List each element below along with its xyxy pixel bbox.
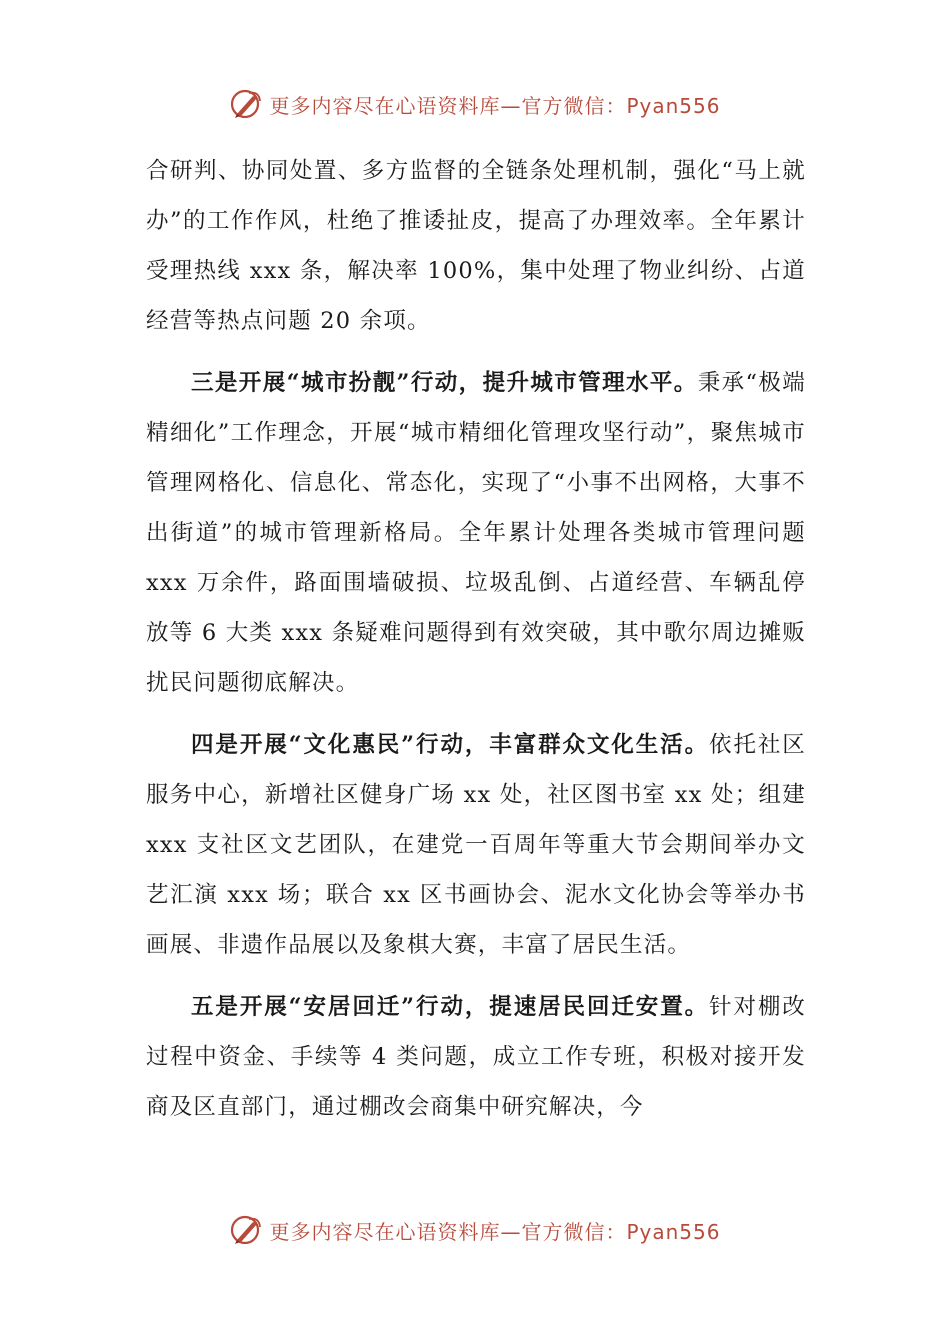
- paragraph-2: [146, 358, 806, 708]
- pen-logo-icon: [229, 1213, 263, 1247]
- paragraph-lead: 三是开展“城市扮靓”行动，提升城市管理水平。: [191, 370, 698, 396]
- footer-banner-text: 更多内容尽在心语资料库—官方微信：Pyan556: [269, 1219, 721, 1244]
- paragraph-4: [146, 982, 806, 1132]
- header-banner: [0, 84, 950, 124]
- paragraph-1: [146, 146, 806, 346]
- paragraph-text: 秉承“极端精细化”工作理念，开展“城市精细化管理攻坚行动”，聚焦城市管理网格化、信息化、常态化，实现了“小事不出网格，大事不出街道”的城市管理新格局。全年累计处理各类城市管理问题 xxx 万余件，路面围墙破损、垃圾乱倒、占道经营、车辆乱停放等 6 大类 xxx 条疑难问题得到有效突破，其中歌尔周边摊贩扰民问题彻底解决。: [146, 370, 806, 696]
- paragraph-lead: 五是开展“安居回迁”行动，提速居民回迁安置。: [191, 994, 710, 1020]
- paragraph-3: [146, 720, 806, 970]
- document-body: [146, 146, 806, 1132]
- paragraph-text: 合研判、协同处置、多方监督的全链条处理机制，强化“马上就办”的工作作风，杜绝了推诿扯皮，提高了办理效率。全年累计受理热线 xxx 条，解决率 100%，集中处理了物业纠纷、占道经营等热点问题 20 余项。: [146, 158, 806, 334]
- header-banner-text: 更多内容尽在心语资料库—官方微信：Pyan556: [269, 93, 721, 118]
- paragraph-lead: 四是开展“文化惠民”行动，丰富群众文化生活。: [191, 732, 710, 758]
- paragraph-text: 针对棚改过程中资金、手续等 4 类问题，成立工作专班，积极对接开发商及区直部门，通过棚改会商集中研究解决，今: [146, 994, 806, 1120]
- footer-banner: [0, 1210, 950, 1250]
- pen-logo-icon: [229, 87, 263, 121]
- paragraph-text: 依托社区服务中心，新增社区健身广场 xx 处，社区图书室 xx 处；组建 xxx 支社区文艺团队，在建党一百周年等重大节会期间举办文艺汇演 xxx 场；联合 xx 区书画协会、泥水文化协会等举办书画展、非遗作品展以及象棋大赛，丰富了居民生活。: [146, 732, 806, 958]
